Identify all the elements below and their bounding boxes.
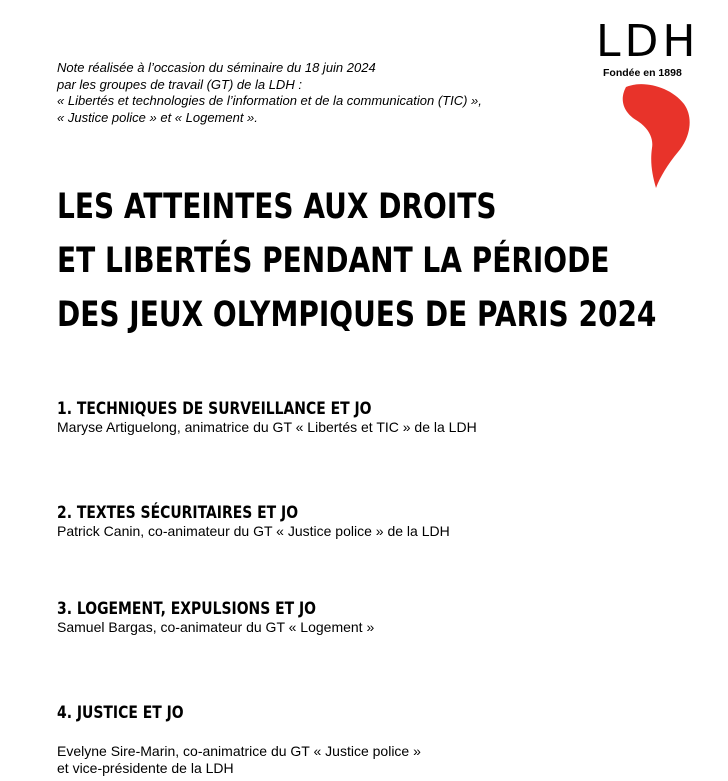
section-author: Patrick Canin, co-animateur du GT « Justice police » de la LDH	[57, 523, 450, 539]
section-author: et vice-présidente de la LDH	[57, 760, 234, 776]
page-title	[57, 180, 656, 342]
section-heading: 4. JUSTICE ET JO	[57, 703, 184, 723]
section-textes-securitaires	[57, 503, 450, 540]
ldh-mark-icon	[612, 82, 692, 192]
logo-tagline: Fondée en 1898	[603, 67, 682, 79]
section-heading: 1. TECHNIQUES DE SURVEILLANCE ET JO	[57, 399, 372, 419]
section-justice	[57, 703, 421, 777]
intro-line: « Justice police » et « Logement ».	[57, 109, 258, 125]
section-surveillance	[57, 399, 477, 436]
intro-note	[57, 60, 577, 126]
section-author: Samuel Bargas, co-animateur du GT « Logement »	[57, 619, 375, 635]
ldh-logo	[590, 18, 710, 188]
section-logement	[57, 599, 374, 636]
section-author: Maryse Artiguelong, animatrice du GT « Libertés et TIC » de la LDH	[57, 419, 477, 435]
section-heading: 2. TEXTES SÉCURITAIRES ET JO	[57, 503, 299, 523]
intro-line: Note réalisée à l’occasion du séminaire du 18 juin 2024	[57, 60, 376, 75]
section-heading: 3. LOGEMENT, EXPULSIONS ET JO	[57, 599, 317, 619]
intro-line: par les groupes de travail (GT) de la LDH :	[57, 76, 302, 92]
title-line: LES ATTEINTES AUX DROITS	[57, 187, 497, 227]
section-author: Evelyne Sire-Marin, co-animatrice du GT « Justice police »	[57, 743, 421, 759]
logo-wordmark: LDH	[596, 16, 700, 67]
intro-line: « Libertés et technologies de l’information et de la communication (TIC) »,	[57, 93, 482, 108]
title-line: DES JEUX OLYMPIQUES DE PARIS 2024	[57, 295, 657, 335]
title-line: ET LIBERTÉS PENDANT LA PÉRIODE	[57, 241, 610, 281]
